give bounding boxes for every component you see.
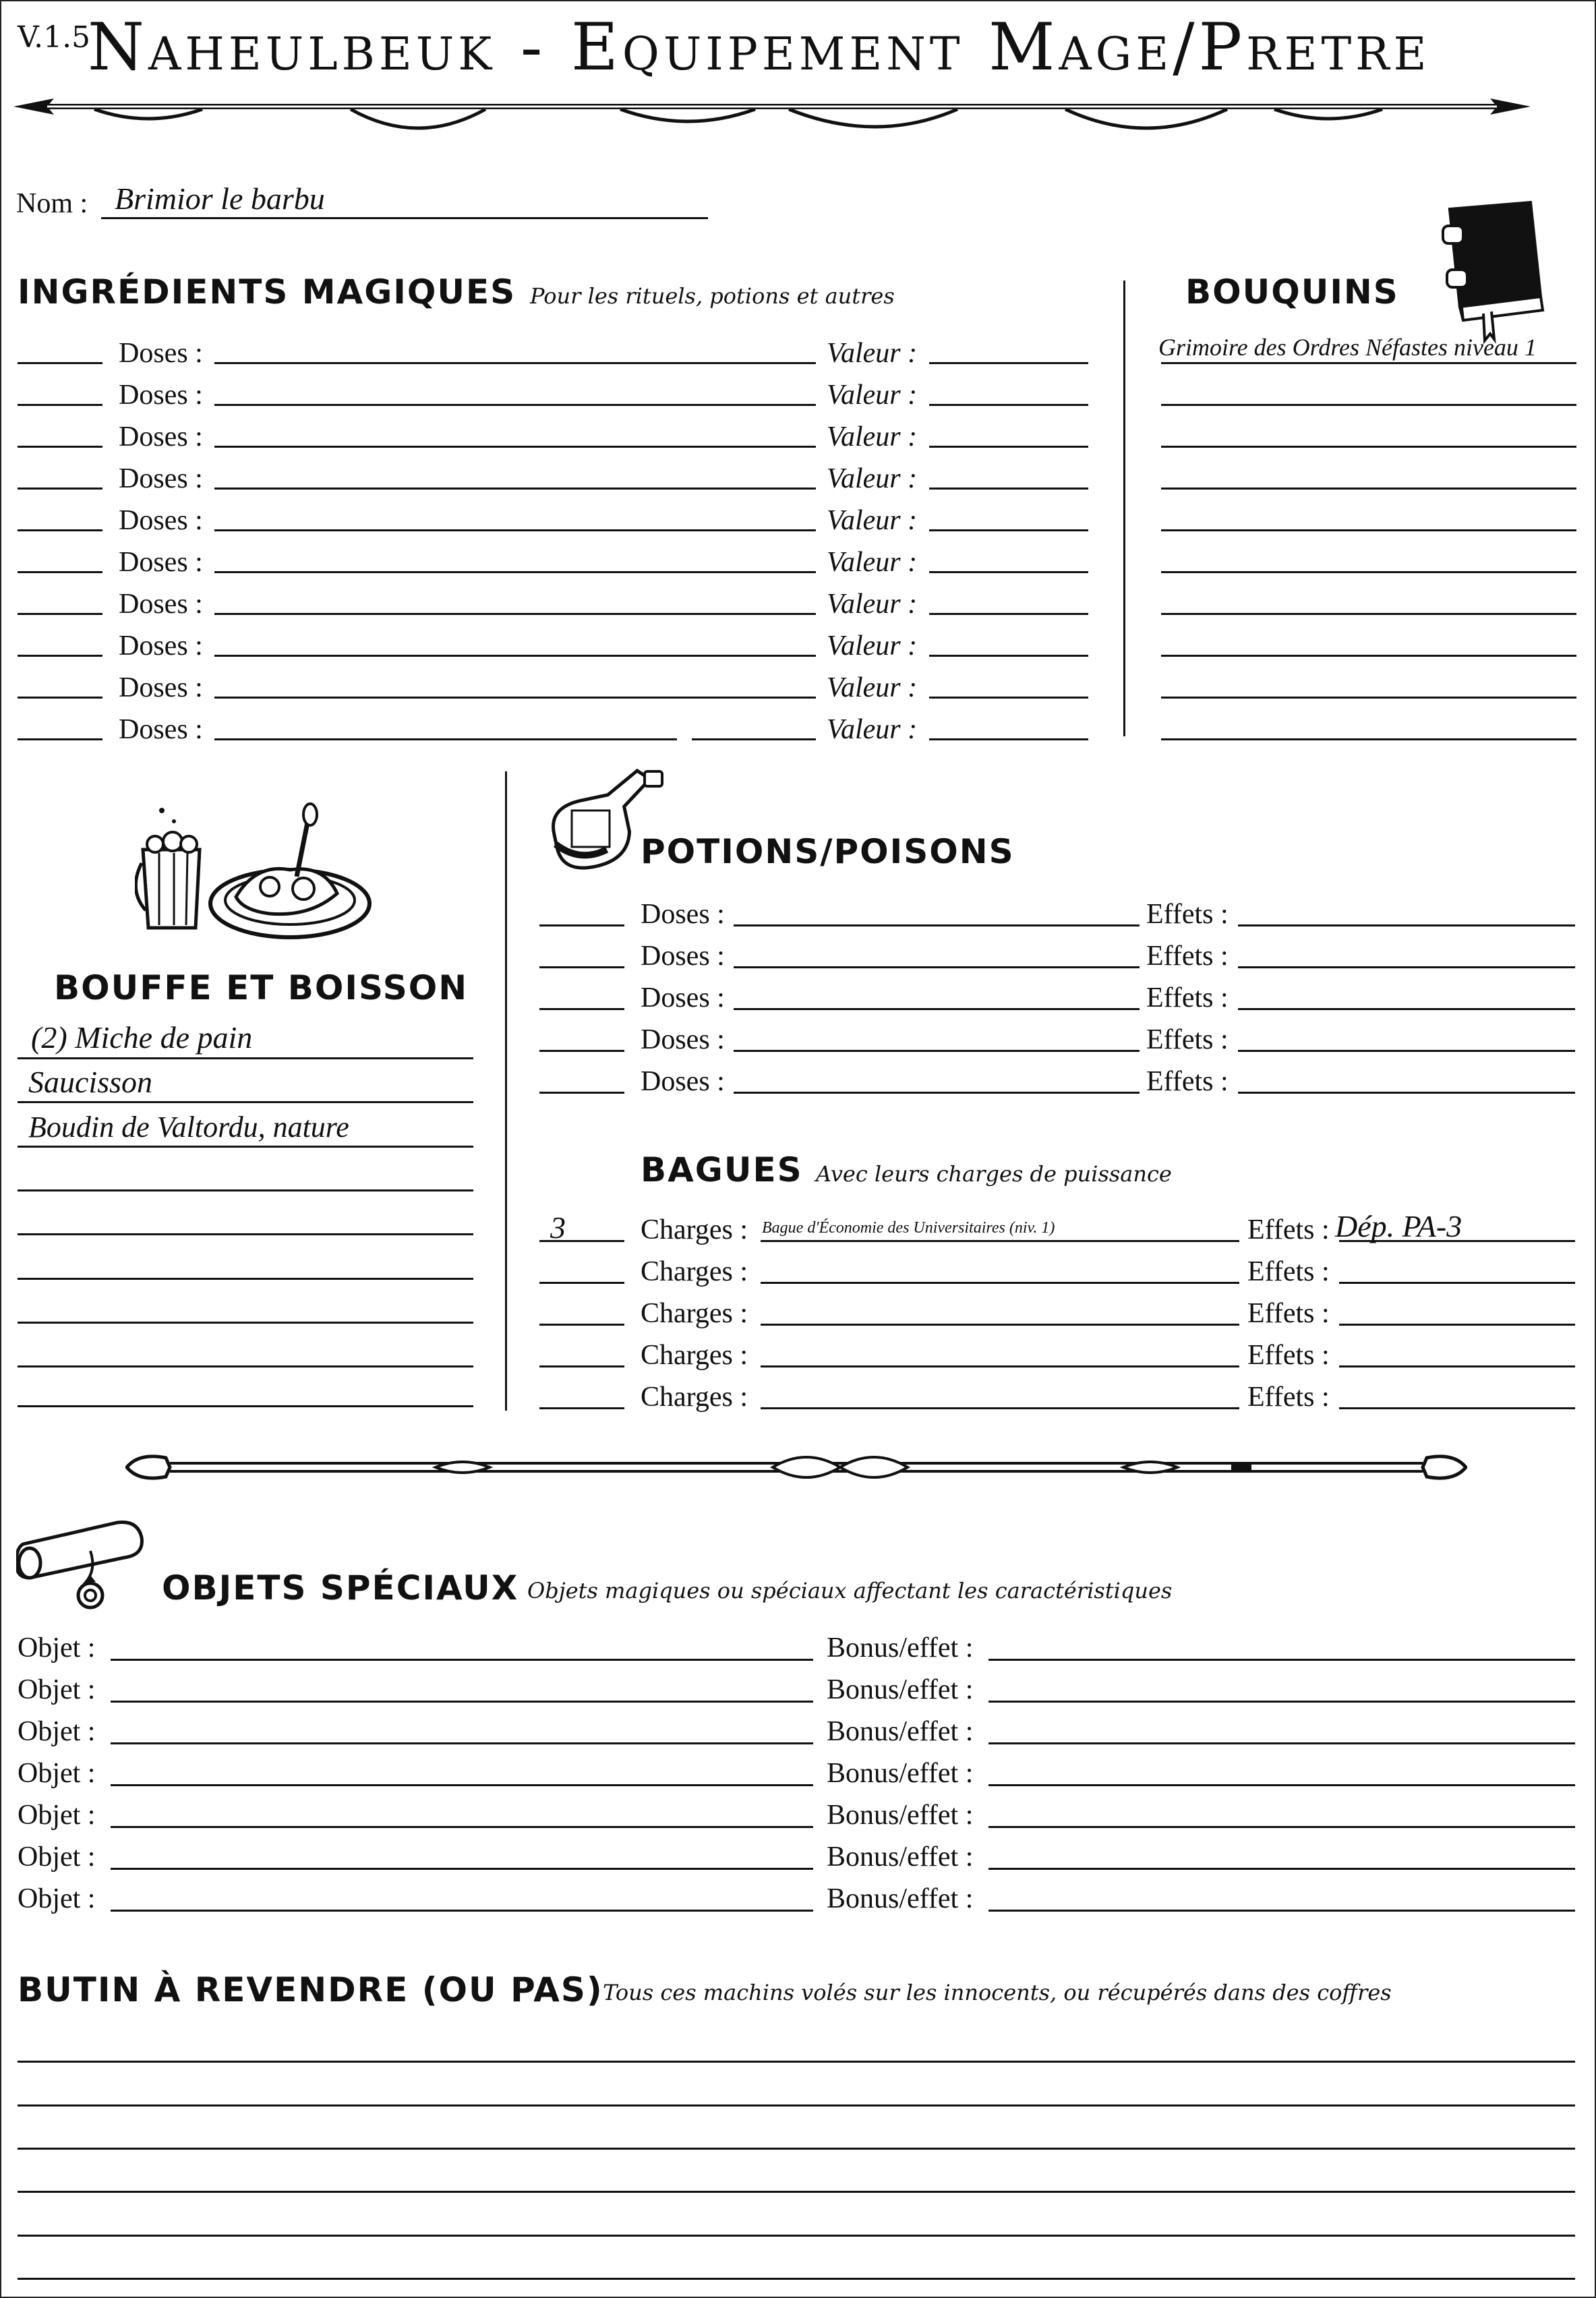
- bouffe-line[interactable]: [18, 1278, 473, 1280]
- valeur-label: Valeur :: [827, 547, 918, 578]
- bague-charge-field[interactable]: [761, 1365, 1239, 1367]
- charges-label: Charges :: [641, 1382, 748, 1413]
- bouquin-line[interactable]: [1161, 697, 1576, 699]
- objet-label: Objet :: [18, 1758, 96, 1789]
- butin-line[interactable]: [18, 2104, 1575, 2106]
- nom-label: Nom :: [16, 188, 88, 219]
- butin-line[interactable]: [18, 2061, 1575, 2063]
- ingredient-name-field[interactable]: [214, 404, 816, 406]
- staff-ornament-icon: [125, 1443, 1467, 1490]
- bouquin-entry-1[interactable]: Grimoire des Ordres Néfastes niveau 1: [1158, 334, 1537, 361]
- bague-effet-field[interactable]: [1339, 1240, 1575, 1242]
- bonus-label: Bonus/effet :: [827, 1800, 974, 1831]
- bagues-title: BAGUES: [641, 1150, 803, 1189]
- bouquin-line[interactable]: [1161, 571, 1576, 573]
- bouffe-item-3[interactable]: Boudin de Valtordu, nature: [28, 1111, 349, 1144]
- ingredients-title: INGRÉDIENTS MAGIQUES: [18, 272, 516, 312]
- butin-line[interactable]: [18, 2191, 1575, 2193]
- doses-label: Doses :: [119, 505, 203, 536]
- bague-count-field[interactable]: [539, 1407, 624, 1409]
- bouquin-line[interactable]: [1161, 655, 1576, 657]
- bonus-field[interactable]: [988, 1784, 1575, 1786]
- valeur-label: Valeur :: [827, 714, 918, 745]
- ingredient-name-field[interactable]: [214, 655, 816, 657]
- potion-doses-label: Doses :: [641, 1024, 725, 1055]
- objet-field[interactable]: [111, 1659, 813, 1661]
- bague-effets-label: Effets :: [1247, 1256, 1330, 1287]
- objet-field[interactable]: [111, 1868, 813, 1870]
- ingredient-name-field[interactable]: [214, 613, 816, 615]
- potion-effets-label: Effets :: [1146, 899, 1229, 930]
- bouquin-line[interactable]: [1161, 738, 1576, 740]
- ingredient-valeur-field[interactable]: [929, 529, 1088, 531]
- ingredient-valeur-field[interactable]: [929, 571, 1088, 573]
- objets-subtitle: Objets magiques ou spéciaux affectant les caractéristiques: [527, 1578, 1173, 1603]
- bouffe-line[interactable]: [18, 1146, 473, 1148]
- valeur-label: Valeur :: [827, 338, 918, 369]
- objet-label: Objet :: [18, 1632, 96, 1663]
- doses-label: Doses :: [119, 338, 203, 369]
- potion-count-field[interactable]: [539, 924, 624, 926]
- butin-line[interactable]: [18, 2148, 1575, 2150]
- valeur-label: Valeur :: [827, 505, 918, 536]
- bonus-label: Bonus/effet :: [827, 1674, 974, 1705]
- bonus-label: Bonus/effet :: [827, 1758, 974, 1789]
- bague-effets-label: Effets :: [1247, 1382, 1330, 1413]
- valeur-label: Valeur :: [827, 463, 918, 494]
- bague-effet-value[interactable]: Dép. PA-3: [1335, 1209, 1462, 1243]
- ingredient-valeur-field[interactable]: [929, 613, 1088, 615]
- charges-label: Charges :: [641, 1298, 748, 1329]
- bonus-field[interactable]: [988, 1868, 1575, 1870]
- bague-count-field[interactable]: [539, 1324, 624, 1326]
- ingredient-valeur-field[interactable]: [929, 488, 1088, 490]
- bague-count-field[interactable]: [539, 1365, 624, 1367]
- bague-effet-field[interactable]: [1339, 1282, 1575, 1284]
- potion-doses-label: Doses :: [641, 1066, 725, 1097]
- bague-effets-label: Effets :: [1247, 1214, 1330, 1245]
- butin-line[interactable]: [18, 2278, 1575, 2280]
- bouffe-item-2[interactable]: Saucisson: [28, 1065, 152, 1099]
- ingredient-name-field[interactable]: [214, 738, 677, 740]
- page-title: Naheulbeuk - Equipement Mage/Pretre: [88, 9, 1431, 85]
- bague-effet-field[interactable]: [1339, 1324, 1575, 1326]
- bague-charge-value[interactable]: Bague d'Économie des Universitaires (niv. 1): [762, 1219, 1055, 1237]
- butin-subtitle: Tous ces machins volés sur les innocents, ou récupérés dans des coffres: [603, 1980, 1392, 2005]
- ingredient-name-field[interactable]: [214, 529, 816, 531]
- objet-label: Objet :: [18, 1674, 96, 1705]
- bonus-field[interactable]: [988, 1826, 1575, 1828]
- butin-title: BUTIN À REVENDRE (OU PAS): [18, 1970, 603, 2009]
- doses-label: Doses :: [119, 463, 203, 494]
- bague-charge-field[interactable]: [761, 1240, 1239, 1242]
- bague-charge-field[interactable]: [761, 1324, 1239, 1326]
- bagues-subtitle: Avec leurs charges de puissance: [816, 1161, 1172, 1187]
- bouffe-line[interactable]: [18, 1405, 473, 1407]
- valeur-label: Valeur :: [827, 380, 918, 411]
- ingredient-count-field[interactable]: [18, 697, 102, 699]
- valeur-label: Valeur :: [827, 589, 918, 620]
- potion-effet-field[interactable]: [1238, 1008, 1575, 1010]
- doses-label: Doses :: [119, 630, 203, 661]
- potion-effets-label: Effets :: [1146, 1024, 1229, 1055]
- bouffe-line[interactable]: [18, 1189, 473, 1191]
- potion-name-field[interactable]: [734, 1092, 1140, 1094]
- objet-label: Objet :: [18, 1842, 96, 1873]
- bouffe-line[interactable]: [18, 1365, 473, 1367]
- potion-doses-label: Doses :: [641, 982, 725, 1013]
- doses-label: Doses :: [119, 714, 203, 745]
- book-icon: [1429, 196, 1551, 344]
- bouquin-line[interactable]: [1161, 362, 1576, 364]
- ingredient-count-field[interactable]: [18, 446, 102, 448]
- nom-underline: [101, 217, 708, 219]
- scroll-and-ring-icon: [16, 1510, 158, 1612]
- valeur-label: Valeur :: [827, 672, 918, 703]
- ingredient-valeur-field[interactable]: [929, 697, 1088, 699]
- bague-count-field[interactable]: [539, 1240, 624, 1242]
- nom-field[interactable]: Brimior le barbu: [115, 181, 325, 216]
- ingredient-count-field[interactable]: [18, 362, 102, 364]
- potion-effet-field[interactable]: [1238, 924, 1575, 926]
- objet-field[interactable]: [111, 1701, 813, 1703]
- spear-ornament-icon: [13, 86, 1531, 147]
- ingredient-count-field[interactable]: [18, 488, 102, 490]
- ingredient-name-field[interactable]: [214, 446, 816, 448]
- bouffe-line[interactable]: [18, 1322, 473, 1324]
- bouquin-line[interactable]: [1161, 613, 1576, 615]
- potion-name-field[interactable]: [734, 1008, 1140, 1010]
- column-divider-lower: [505, 771, 507, 1411]
- bague-charge-field[interactable]: [761, 1407, 1239, 1409]
- potion-effet-field[interactable]: [1238, 1092, 1575, 1094]
- bonus-label: Bonus/effet :: [827, 1716, 974, 1747]
- objet-field[interactable]: [111, 1910, 813, 1912]
- potion-doses-label: Doses :: [641, 941, 725, 972]
- bouquin-line[interactable]: [1161, 488, 1576, 490]
- ingredient-count-field[interactable]: [18, 571, 102, 573]
- bague-effets-label: Effets :: [1247, 1298, 1330, 1329]
- bague-effet-field[interactable]: [1339, 1365, 1575, 1367]
- ingredient-count-field[interactable]: [18, 404, 102, 406]
- ingredient-valeur-field[interactable]: [929, 404, 1088, 406]
- bague-effets-label: Effets :: [1247, 1340, 1330, 1371]
- potion-count-field[interactable]: [539, 966, 624, 968]
- bague-effet-field[interactable]: [1339, 1407, 1575, 1409]
- ingredient-valeur-field[interactable]: [929, 738, 1088, 740]
- ingredients-subtitle: Pour les rituels, potions et autres: [530, 283, 895, 309]
- potion-effets-label: Effets :: [1146, 1066, 1229, 1097]
- bouquins-title: BOUQUINS: [1185, 272, 1399, 312]
- ingredient-name-field[interactable]: [214, 697, 816, 699]
- bouffe-title: BOUFFE ET BOISSON: [54, 968, 469, 1007]
- bouffe-line[interactable]: [18, 1057, 473, 1059]
- bague-count-value[interactable]: 3: [550, 1210, 566, 1245]
- ingredient-count-field[interactable]: [18, 738, 102, 740]
- column-divider: [1123, 281, 1125, 736]
- objet-field[interactable]: [111, 1826, 813, 1828]
- ingredient-valeur-field[interactable]: [929, 362, 1088, 364]
- bonus-label: Bonus/effet :: [827, 1842, 974, 1873]
- doses-label: Doses :: [119, 672, 203, 703]
- ingredient-count-field[interactable]: [18, 529, 102, 531]
- version-label: V.1.5: [18, 20, 91, 55]
- bouquin-line[interactable]: [1161, 404, 1576, 406]
- bouquin-line[interactable]: [1161, 446, 1576, 448]
- potion-count-field[interactable]: [539, 1050, 624, 1052]
- potion-doses-label: Doses :: [641, 899, 725, 930]
- potion-name-field[interactable]: [734, 966, 1140, 968]
- potion-name-field[interactable]: [734, 1050, 1140, 1052]
- potion-effets-label: Effets :: [1146, 982, 1229, 1013]
- bonus-field[interactable]: [988, 1659, 1575, 1661]
- valeur-label: Valeur :: [827, 421, 918, 452]
- ingredient-valeur-field[interactable]: [929, 446, 1088, 448]
- bouquin-line[interactable]: [1161, 529, 1576, 531]
- food-and-drink-icon: [135, 802, 378, 944]
- bonus-field[interactable]: [988, 1910, 1575, 1912]
- valeur-label: Valeur :: [827, 630, 918, 661]
- ingredient-valeur-field[interactable]: [929, 655, 1088, 657]
- ingredient-name-field-extra[interactable]: [692, 738, 816, 740]
- potion-count-field[interactable]: [539, 1092, 624, 1094]
- bonus-field[interactable]: [988, 1742, 1575, 1744]
- bouffe-line[interactable]: [18, 1101, 473, 1103]
- potion-name-field[interactable]: [734, 924, 1140, 926]
- doses-label: Doses :: [119, 589, 203, 620]
- ingredient-name-field[interactable]: [214, 362, 816, 364]
- charges-label: Charges :: [641, 1214, 748, 1245]
- potion-effet-field[interactable]: [1238, 1050, 1575, 1052]
- potion-effet-field[interactable]: [1238, 966, 1575, 968]
- potions-title: POTIONS/POISONS: [641, 832, 1015, 871]
- ingredient-count-field[interactable]: [18, 613, 102, 615]
- charges-label: Charges :: [641, 1256, 748, 1287]
- bouffe-line[interactable]: [18, 1233, 473, 1235]
- ingredient-name-field[interactable]: [214, 571, 816, 573]
- objet-field[interactable]: [111, 1784, 813, 1786]
- ingredient-name-field[interactable]: [214, 488, 816, 490]
- doses-label: Doses :: [119, 380, 203, 411]
- potion-effets-label: Effets :: [1146, 941, 1229, 972]
- butin-line[interactable]: [18, 2235, 1575, 2237]
- objets-title: OBJETS SPÉCIAUX: [162, 1568, 519, 1608]
- bague-count-field[interactable]: [539, 1282, 624, 1284]
- bague-charge-field[interactable]: [761, 1282, 1239, 1284]
- ingredient-count-field[interactable]: [18, 655, 102, 657]
- doses-label: Doses :: [119, 547, 203, 578]
- potion-count-field[interactable]: [539, 1008, 624, 1010]
- bonus-field[interactable]: [988, 1701, 1575, 1703]
- doses-label: Doses :: [119, 421, 203, 452]
- bouffe-item-1[interactable]: (2) Miche de pain: [31, 1020, 253, 1055]
- charges-label: Charges :: [641, 1340, 748, 1371]
- objet-label: Objet :: [18, 1800, 96, 1831]
- bonus-label: Bonus/effet :: [827, 1883, 974, 1914]
- objet-field[interactable]: [111, 1742, 813, 1744]
- objet-label: Objet :: [18, 1883, 96, 1914]
- objet-label: Objet :: [18, 1716, 96, 1747]
- bonus-label: Bonus/effet :: [827, 1632, 974, 1663]
